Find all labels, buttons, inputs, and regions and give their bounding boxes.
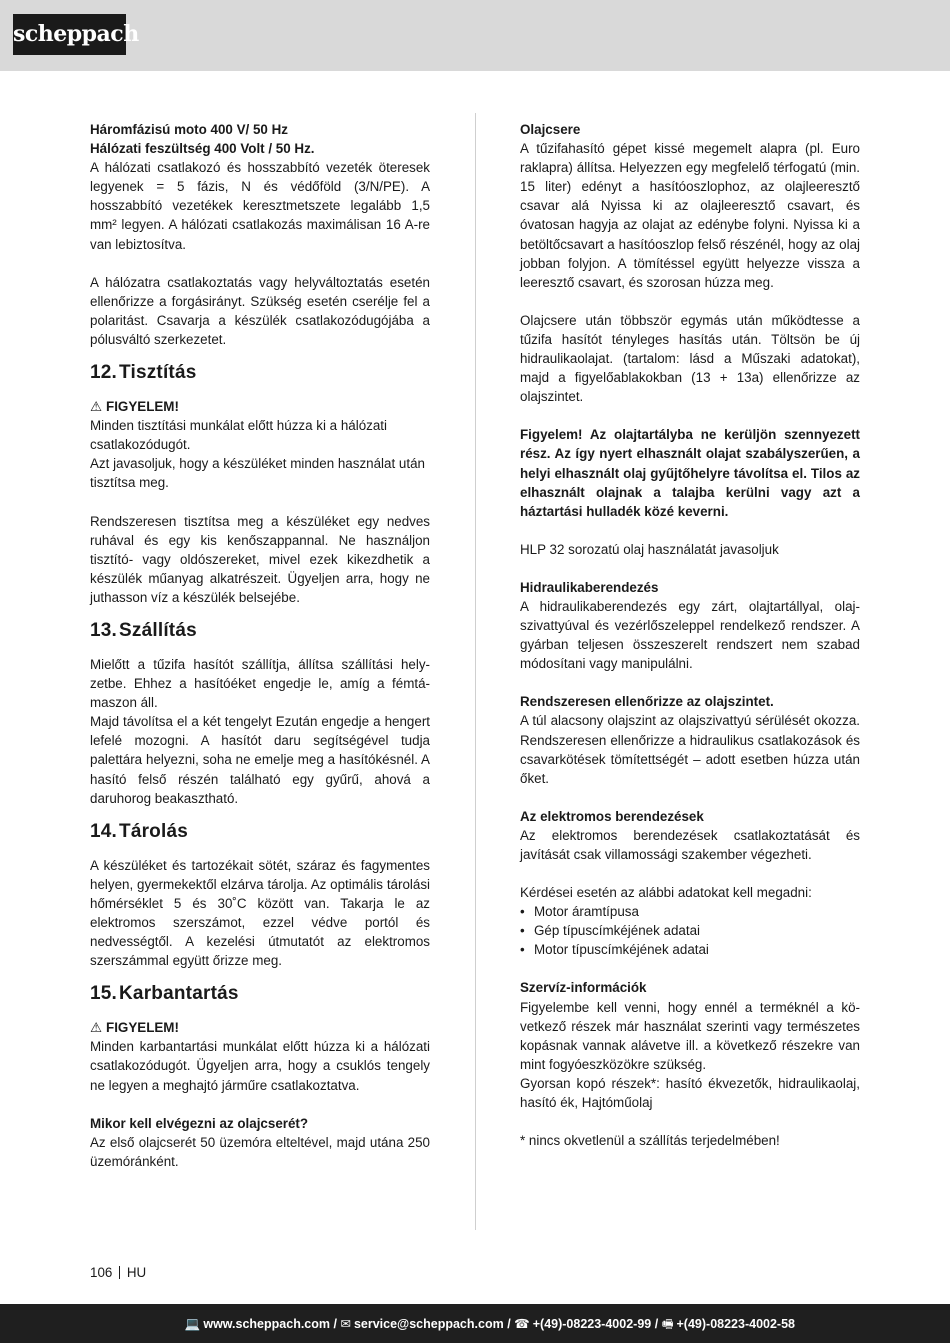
hydraulics-heading: Hidraulikaberendezés [520, 579, 659, 595]
list-item: • Motor típuscímkéjének adatai [520, 940, 860, 959]
footer-separator: / [507, 1317, 511, 1331]
oil-recommendation: HLP 32 sorozatú olaj használatát javasoljuk [520, 541, 779, 557]
footer-separator: / [654, 1317, 659, 1331]
info-list [520, 902, 860, 959]
section-number: 12. [90, 362, 118, 384]
page-language: HU [126, 1265, 147, 1280]
page-separator [119, 1266, 120, 1279]
power-spec-line-2: Hálózati feszültség 400 Volt / 50 Hz. [90, 141, 315, 157]
footer-phone: +(49)-08223-4002-99 [532, 1317, 652, 1331]
list-item: • Motor áramtípusa [520, 902, 860, 921]
warning-heading [90, 397, 430, 416]
transport-paragraph-2: Majd távolítsa el a két tengelyt Ezután engedje a hengert lefelé mozogni. A hasítót daru segítségével tudja palettára helyezni, soha ne emelje meg a hasítókésnél. A hasító felső részén található egy gyűrű, ahová a daruhorog beakasztható. [90, 714, 430, 806]
section-number: 13. [90, 619, 118, 641]
power-paragraph: A hálózati csatlakozó és hosszabbító vezeték öteresek legyenek = 5 fázis, N és védőföld (3/N/PE). A hosszabbító vezetékek keresztmetszete legalább 1,5 mm² legyen. A hálózati csatlakozás maximálisan 16 A-re van lebiztosítva. [90, 160, 430, 252]
page-footer [0, 1304, 950, 1343]
page-number [90, 1265, 146, 1280]
cleaning-advice: Azt javasoljuk, hogy a készüléket minden használat után tisztítsa meg. [90, 456, 425, 491]
oil-change-paragraph: A tűzifahasító gépet kissé megemelt alapra (pl. Euro raklapra) állítsa. Helyezzen egy megfelelő térfogatú (min. 15 liter) edényt a hasítóoszlophoz, az olajleeresztő csavar alá Nyissa ki az olajleeresztő csavart, és óvatosan hagyja az olajat az edénybe folyni. Nyissa ki a betöltőcsavart a hasítóoszlop felső részénél, hogy az olaj jobban folyjon. A tömítéssel együtt helyezze vissza a leeresztő csavart, és szorosan húzza meg. [520, 141, 860, 290]
warning-label: FIGYELEM! [106, 399, 179, 415]
computer-icon: 💻 [184, 1317, 201, 1331]
section-number: 15. [90, 983, 118, 1005]
delivery-note: * nincs okvetlenül a szállítás terjedelmében! [520, 1133, 780, 1149]
right-column [520, 120, 860, 1150]
warning-label: FIGYELEM! [106, 1020, 179, 1036]
phone-icon: ☎ [514, 1317, 530, 1331]
section-number: 14. [90, 820, 118, 842]
electrical-paragraph: Az elektromos berendezések csatlakoztatását és javítását csak villamossági szakember végezheti. [520, 827, 860, 862]
logo-text: scheppach [13, 21, 139, 47]
section-title: Tisztítás [119, 362, 197, 384]
page-header [0, 0, 950, 71]
storage-paragraph: A készüléket és tartozékait sötét, száraz és fagymentes helyen, gyermekektől elzárva tárolja. Az optimális tárolási hőmérséklet 5 és 30˚C között van. Takarja le az elektromos szerszámot, ezzel védve portól és nedvességtől. A kezelési útmutatót az elektromos szerszámmal együtt őrizze meg. [90, 857, 430, 969]
oil-level-paragraph: A túl alacsony olajszint az olajszivattyú sérülését okozza. Rendszeresen ellenőrizze a hidraulikus csatlakozások és csavarkötések tömítettségét – adott esetben húzza után őket. [520, 713, 860, 786]
list-item: • Gép típuscímkéjének adatai [520, 921, 860, 940]
oil-disposal-warning: Figyelem! Az olajtartályba ne kerüljön szennyezett rész. Az így nyert elhasznált olajat szabályszerűen, a helyi elhasznált olaj gyűjtőhelyre távolítsa el. Tilos az elhasznált olajnak a talajba kerülni vagy azt a háztartási hulladék közé keverni. [520, 427, 860, 519]
questions-text: Kérdései esetén az alábbi adatokat kell megadni: [520, 885, 812, 901]
section-title: Karbantartás [119, 983, 239, 1005]
footer-website[interactable]: www.scheppach.com [203, 1317, 330, 1331]
hydraulics-paragraph: A hidraulikaberendezés egy zárt, olajtartállyal, olajszivattyúval és vezérlőszeleppel rendelkező rendszer. A gyárban teljesen összeszerelt rendszert nem szabad módosítani vagy manipulálni. [520, 598, 860, 672]
warning-triangle-icon: ⚠ [90, 399, 103, 415]
section-heading-13 [90, 617, 430, 645]
section-heading-15 [90, 980, 430, 1008]
electrical-heading: Az elektromos berendezések [520, 808, 704, 824]
left-column [90, 120, 430, 1171]
connection-paragraph: A hálózatra csatlakoztatás vagy helyváltoztatás esetén ellenőrizze a forgásirányt. Szükség esetén cserélje fel a polaritást. Csavarja a készülék csatlakozódugójába a pólusváltó szerkezetet. [90, 274, 430, 347]
section-heading-14 [90, 818, 430, 846]
warning-triangle-icon: ⚠ [90, 1020, 103, 1036]
wear-parts-paragraph: Gyorsan kopó részek*: hasító ékvezetők, hidraulikaolaj, hasító ék, Hajtóműolaj [520, 1075, 860, 1111]
warning-text: Minden tisztítási munkálat előtt húzza ki a hálózati csatlakozódugót. [90, 418, 387, 453]
page-number-value: 106 [90, 1265, 113, 1280]
scheppach-logo [13, 14, 139, 55]
oil-change-question: Mikor kell elvégezni az olajcserét? [90, 1115, 309, 1131]
transport-paragraph: Mielőtt a tűzifa hasítót szállítja, állítsa szállítási helyzetbe. Ehhez a hasítóéket engedje le, amíg a fémtámaszon áll. [90, 656, 430, 711]
service-paragraph: Figyelembe kell venni, hogy ennél a terméknél a következő részek már használat szerinti vagy természetes kopásnak vannak alávetve ill. a következő részekre van mint fogyóeszközökre szükség. [520, 999, 860, 1072]
power-spec-line-1: Háromfázisú moto 400 V/ 50 Hz [90, 122, 288, 137]
oil-change-heading: Olajcsere [520, 122, 581, 137]
oil-change-paragraph-2: Olajcsere után többször egymás után működtesse a tűzifa hasítót tényleges hasítás után. Töltsön be új hidraulikaolajat. (tartalom: lásd a Műszaki adatokat), majd a figyelőablakokban (13 + 13a) ellenőrizze az olajszintet. [520, 312, 860, 405]
footer-contact-line [185, 1315, 795, 1336]
section-title: Tárolás [119, 820, 189, 842]
maintenance-warning-text: Minden karbantartási munkálat előtt húzza ki a hálózati csatlakozódugót. Ügyeljen arra, hogy a csuklós tengely ne legyen a meghajtó járműre csatlakoztatva. [90, 1039, 430, 1093]
warning-heading [90, 1018, 430, 1037]
service-heading: Szervíz-információk [520, 980, 647, 996]
fax-icon: 🖷 [661, 1317, 674, 1331]
oil-level-heading: Rendszeresen ellenőrizze az olajszintet. [520, 694, 774, 710]
footer-email[interactable]: service@scheppach.com [353, 1317, 504, 1331]
oil-change-answer: Az első olajcserét 50 üzemóra elteltével, majd utána 250 üzemóránként. [90, 1134, 430, 1169]
cleaning-paragraph: Rendszeresen tisztítsa meg a készüléket egy nedves ruhával és egy kis kenőszappannal. Ne használjon tisztító- vagy oldószereket, mivel ezek kikezdhetik a készülék műanyag alkatrészeit. Ügyeljen arra, hogy ne juthasson víz a készülék belsejébe. [90, 513, 430, 605]
section-title: Szállítás [119, 619, 197, 641]
mail-icon: ✉ [340, 1317, 351, 1331]
section-heading-12 [90, 359, 430, 387]
column-divider [475, 113, 476, 1230]
footer-separator: / [333, 1317, 337, 1331]
footer-fax: +(49)-08223-4002-58 [676, 1317, 795, 1331]
